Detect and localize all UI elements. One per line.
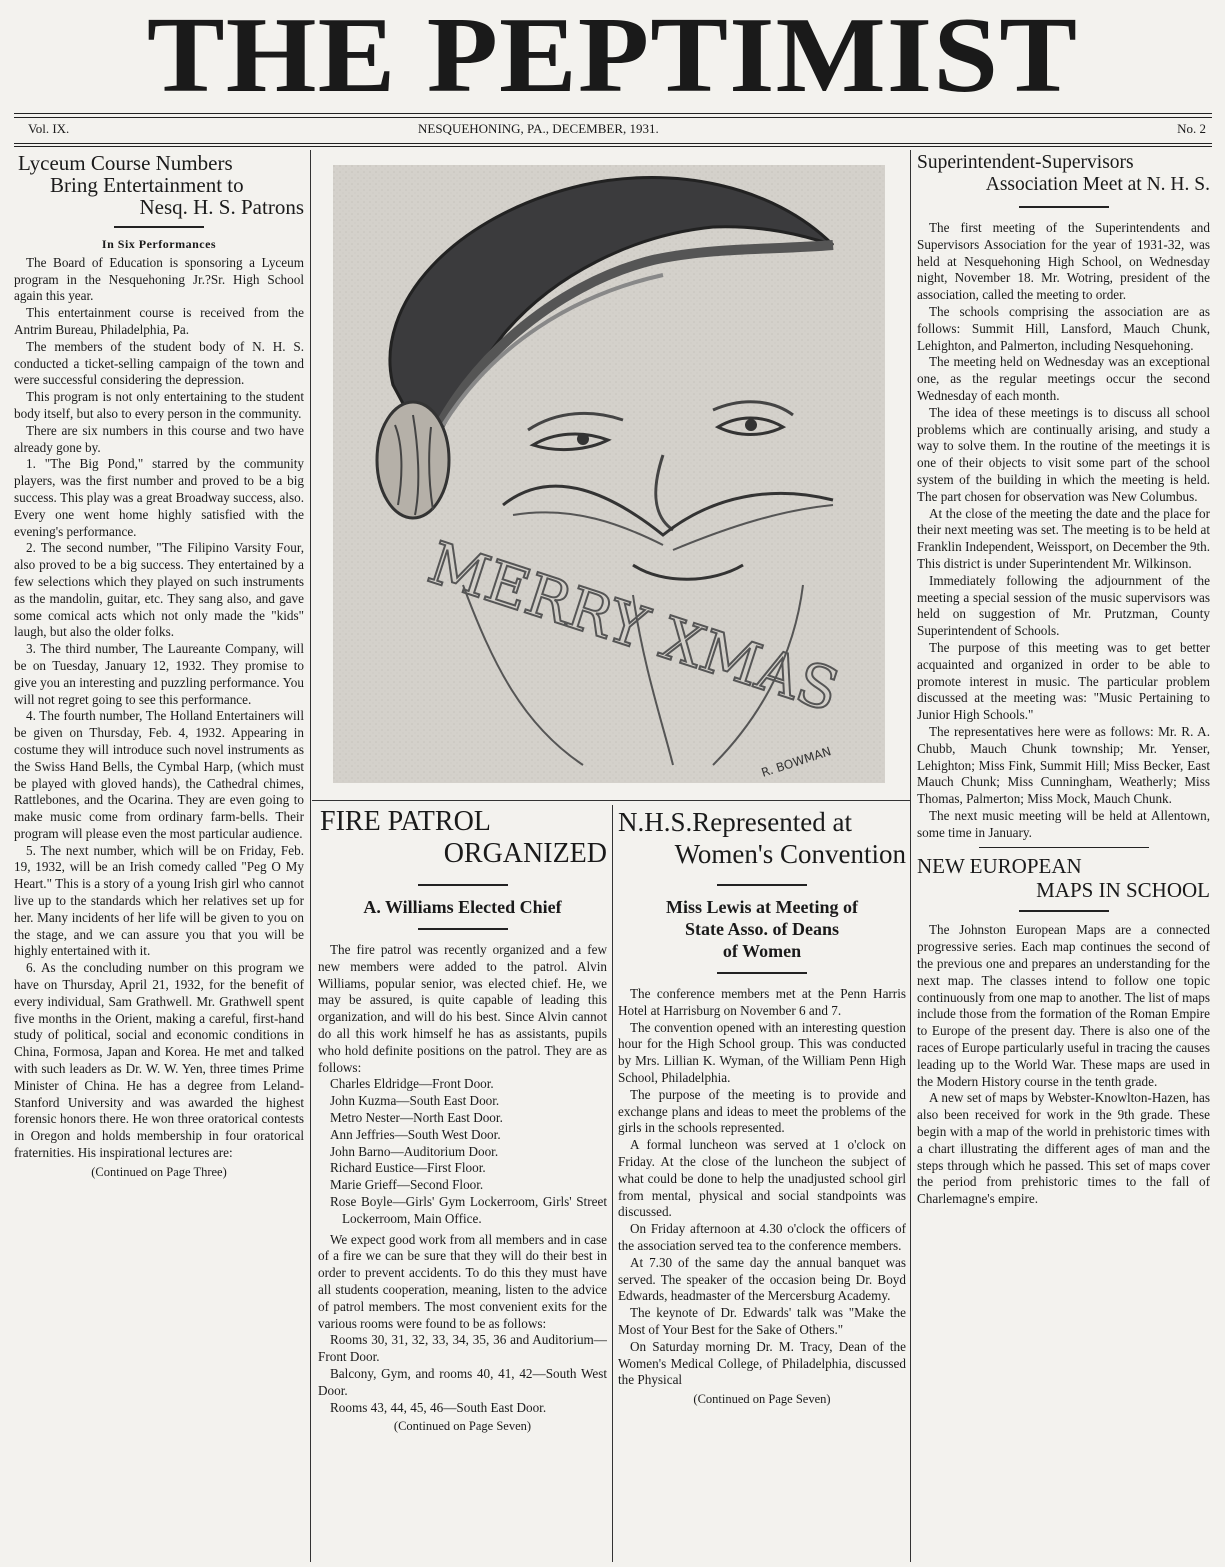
convention-headline-1: N.H.S.Represented at	[618, 807, 852, 837]
fire-assignment: Rose Boyle—Girls' Gym Lockerroom, Girls' Street Lockerroom, Main Office.	[330, 1193, 607, 1226]
artist-signature: R. BOWMAN	[759, 744, 833, 780]
superintendent-paragraph: The first meeting of the Superintendents and Supervisors Association for the year of 1931-32, was held at Nesquehoning High School, on Wednesday night, November 18. Mr. Wotring, president of the association, called the meeting to order.	[917, 220, 1210, 303]
superintendent-paragraph: The schools comprising the association are as follows: Summit Hill, Lansford, Mauch Chunk, Lehighton, and Palmerton, including Nesquehoning.	[917, 303, 1210, 353]
convention-subhead-2: State Asso. of Deans	[684, 919, 839, 939]
lyceum-subhead: In Six Performances	[101, 237, 217, 251]
fire-assignment: John Kuzma—South East Door.	[330, 1093, 500, 1109]
lyceum-paragraph: 2. The second number, "The Filipino Varsity Four, also proved to be a big success. They entertained by a few selections which they played on such instruments as the mandolin, guitar, etc. They sang also, and gave some comical acts which not only made the "kids" laugh, but also the older folks.	[14, 540, 304, 640]
headline-rule	[418, 884, 508, 886]
fire-subhead: A. Williams Elected Chief	[363, 897, 562, 917]
lyceum-paragraph: 1. "The Big Pond," starred by the community players, was the first number and proved to be a big success. This play was a great Broadway success, also. Every one went home highly satisfied with the evening's performance.	[14, 456, 304, 539]
maps-article	[917, 854, 1210, 1208]
lyceum-headline-1: Lyceum Course Numbers	[18, 152, 233, 175]
convention-paragraph: On Friday afternoon at 4.30 o'clock the officers of the association served tea to the conference members.	[618, 1221, 906, 1253]
lyceum-paragraph: 4. The fourth number, The Holland Entertainers will be given on Thursday, Feb. 4, 1932. Appearing in costume they will introduce such novel instruments as the Swiss Hand Bells, the Cymbal Harp, (which must be played with gloved hands), the Cathedral chimes, Rattlebones, and the Ocarina. They are even going to make music come from ordinary farm-bells. Their program will please even the most particular audience.	[14, 708, 304, 841]
maps-headline-2: MAPS IN SCHOOL	[1036, 878, 1210, 903]
headline-rule	[1019, 910, 1109, 912]
maps-paragraph: A new set of maps by Webster-Knowlton-Hazen, has also been received for work in the 9th grade. These begin with a map of the world in prehistoric times with a chart illustrating the different ages of man and the steps through which he passed. This set of maps cover the period from prehistoric times to the fall of Charlemagne's empire.	[917, 1090, 1210, 1207]
issue-number: No. 2	[1177, 121, 1206, 136]
column-divider	[910, 150, 911, 1562]
superintendent-headline-1: Superintendent-Supervisors	[917, 152, 1134, 173]
convention-paragraph: The keynote of Dr. Edwards' talk was "Make the Most of Your Best for the Sake of Others."	[618, 1305, 906, 1337]
superintendent-paragraph: The purpose of this meeting was to get better acquainted and organized in order to be able to promote interest in music. The particular problem discussed at the meeting was: "Music Pertaining to Junior High Schools."	[917, 639, 1210, 723]
santa-drawing-icon	[333, 165, 885, 783]
fire-assignment: John Barno—Auditorium Door.	[330, 1143, 499, 1159]
fire-assignment: Charles Eldridge—Front Door.	[330, 1076, 494, 1092]
lyceum-headline-3: Nesq. H. S. Patrons	[139, 195, 304, 219]
lyceum-paragraph: 3. The third number, The Laureante Company, will be on Tuesday, January 12, 1932. They promise to give you an interesting and puzzling performance. You will not regret going to see this performance.	[14, 641, 304, 707]
place-and-date: NESQUEHONING, PA., DECEMBER, 1931.	[418, 121, 659, 136]
fire-paragraph: We expect good work from all members and in case of a fire we can be sure that they will do their best in order to prevent accidents. To do this they must have all students cooperation, meaning, listen to the advice of patrol members. The most convenient exits for the various rooms were found to be as follows:	[318, 1231, 607, 1331]
lyceum-paragraph: The Board of Education is sponsoring a Lyceum program in the Nesquehoning Jr.?Sr. High School again this year.	[14, 254, 304, 304]
fire-paragraph: Rooms 30, 31, 32, 33, 34, 35, 36 and Auditorium—Front Door.	[318, 1332, 607, 1365]
headline-rule	[114, 226, 204, 228]
convention-article	[618, 806, 906, 1561]
convention-paragraph: The conference members met at the Penn Harris Hotel at Harrisburg on November 6 and 7.	[618, 986, 906, 1018]
lyceum-paragraph: This program is not only entertaining to the student body itself, but also to every person in the community.	[14, 389, 304, 421]
dateline-rule-2	[14, 146, 1212, 147]
headline-rule	[1019, 206, 1109, 208]
greeting-lettering: MERRY XMAS	[420, 528, 848, 725]
convention-paragraph: The purpose of the meeting is to provide and exchange plans and ideas to meet the problems of the girls in the schools represented.	[618, 1086, 906, 1136]
convention-paragraph: At 7.30 of the same day the annual banquet was served. The speaker of the occasion being Dr. Boyd Edwards, headmaster of the Mercersburg Academy.	[618, 1254, 906, 1304]
superintendent-article	[917, 152, 1210, 1562]
masthead	[0, 0, 1225, 115]
convention-paragraph: A formal luncheon was served at 1 o'clock on Friday. At the close of the luncheon the subject of what could be done to help the unadjusted school girl from mental, physical and social standpoints was discussed.	[618, 1137, 906, 1220]
maps-headline-1: NEW EUROPEAN	[917, 854, 1082, 879]
convention-subhead-1: Miss Lewis at Meeting of	[666, 897, 858, 917]
fire-intro: The fire patrol was recently organized and a few new members were added to the patrol. Alvin Williams, popular senior, was elected chief. He, we may be assured, is quite capable of leading this organization, and will do his best. Since Alvin cannot do all this work himself he has as assistants, pupils who hold definite positions on the patrol. They are as follows:	[318, 942, 607, 1075]
dateline	[28, 121, 1206, 141]
lyceum-continued: (Continued on Page Three)	[91, 1164, 227, 1179]
superintendent-paragraph: The representatives here were as follows: Mr. R. A. Chubb, Mauch Chunk township; Mr. Yenser, Lehighton; Miss Fink, Summit Hill; Miss Becker, East Mauch Chunk; Miss Cunningham, Weatherly; Miss Thomas, Palmerton; Miss Mock, Mauch Chunk.	[917, 723, 1210, 807]
superintendent-paragraph: The next music meeting will be held at Allentown, some time in January.	[917, 807, 1210, 840]
illustration-bottom-rule	[312, 800, 910, 801]
volume-number: Vol. IX.	[28, 121, 70, 136]
column-divider	[310, 150, 311, 1562]
subhead-rule	[418, 928, 508, 930]
masthead-rule-2	[14, 117, 1212, 118]
fire-assignment-list	[318, 1076, 607, 1227]
fire-paragraph: Rooms 43, 44, 45, 46—South East Door.	[330, 1399, 547, 1415]
lyceum-headline-2: Bring Entertainment to	[50, 173, 244, 197]
masthead-rule	[14, 113, 1212, 114]
fire-headline-2: ORGANIZED	[443, 838, 607, 869]
superintendent-headline-2: Association Meet at N. H. S.	[985, 174, 1210, 195]
newspaper-title: THE PEPTIMIST	[146, 0, 1079, 115]
lyceum-paragraph: This entertainment course is received from the Antrim Bureau, Philadelphia, Pa.	[14, 305, 304, 337]
fire-assignment: Marie Grieff—Second Floor.	[330, 1177, 484, 1193]
superintendent-paragraph: The meeting held on Wednesday was an exceptional one, as the regular meetings occur the second Wednesday of each month.	[917, 354, 1210, 403]
convention-subhead-3: of Women	[722, 941, 802, 961]
dateline-rule	[14, 143, 1212, 144]
fire-headline-1: FIRE PATROL	[320, 806, 491, 837]
superintendent-paragraph: Immediately following the adjournment of the meeting a special session of the music supervisors was held on suggestion of Mr. Prutzman, County Superintendent of Schools.	[917, 572, 1210, 639]
lyceum-paragraph: The members of the student body of N. H. S. conducted a ticket-selling campaign of the town and were successful considering the depression.	[14, 338, 304, 388]
maps-paragraph: The Johnston European Maps are a connected progressive series. Each map continues the second of the previous one and prepares an understanding for the next map. The classes intend to follow one topic continuously from one map to another. The list of maps include those from the formation of the Roman Empire to Europe of the present day. There is also one of the races of Europe particularly useful in tracing the causes leading up to the World War. These maps are used in the Modern History course in the tenth grade.	[917, 922, 1210, 1089]
subhead-rule	[717, 972, 807, 974]
fire-paragraph: Balcony, Gym, and rooms 40, 41, 42—South West Door.	[318, 1365, 607, 1398]
lyceum-body	[14, 255, 304, 1162]
fire-assignment: Ann Jeffries—South West Door.	[330, 1126, 501, 1142]
section-divider	[979, 847, 1149, 848]
convention-headline-2: Women's Convention	[674, 839, 906, 869]
convention-paragraph: The convention opened with an interesting question hour for the High School group. This was conducted by Mrs. Lillian K. Wyman, of the William Penn High School, Philadelphia.	[618, 1019, 906, 1085]
superintendent-paragraph: At the close of the meeting the date and the place for their next meeting was set. The meeting is to be held at Franklin Independent, Weissport, on December the 9th. This district is under Superintendent Mr. Wilkinson.	[917, 505, 1210, 571]
fire-patrol-article	[318, 806, 607, 1561]
lyceum-paragraph: There are six numbers in this course and two have already gone by.	[14, 422, 304, 455]
convention-paragraph: On Saturday morning Dr. M. Tracy, Dean of the Women's Medical College, of Philadelphia, discussed the Physical	[618, 1338, 906, 1388]
lyceum-article	[14, 152, 304, 1562]
fire-continued: (Continued on Page Seven)	[393, 1419, 532, 1434]
headline-rule	[717, 884, 807, 886]
lyceum-paragraph: 6. As the concluding number on this program we have on Thursday, April 21, 1932, for the benefit of every individual, Sam Grathwell. Mr. Grathwell spent five months in the Orient, making a careful, first-hand study of political, social and economic conditions in China, Formosa, Japan and Korea. He met and talked with such leaders as Dr. W. W. Yen, three times Prime Minister of China. He has a degree from Leland-Stanford University and was awarded the highest forensic honors there. He won three oratorical contests in Oregon and holds membership in four oratorical fraternities. His inspirational lectures are:	[14, 960, 304, 1161]
superintendent-paragraph: The idea of these meetings is to discuss all school problems which are continually arising, and study a way to solve them. In the routine of the meetings it is one of their objects to visit some part of the school system of the building in which the meeting is held. The part chosen for observation was New Columbus.	[917, 404, 1210, 504]
column-divider	[612, 805, 613, 1562]
santa-illustration	[333, 165, 885, 783]
lyceum-paragraph: 5. The next number, which will be on Friday, Feb. 19, 1932, will be an Irish comedy called "Peg O My Heart." This is a story of a young Irish girl who cannot live up to the standards which her relatives set up for her. Many incidents of her life will be given to you on the stage, and we can assure you that you will be highly entertained with it.	[14, 842, 304, 959]
fire-assignment: Metro Nester—North East Door.	[330, 1109, 503, 1125]
convention-continued: (Continued on Page Seven)	[693, 1392, 831, 1407]
fire-assignment: Richard Eustice—First Floor.	[330, 1160, 486, 1176]
